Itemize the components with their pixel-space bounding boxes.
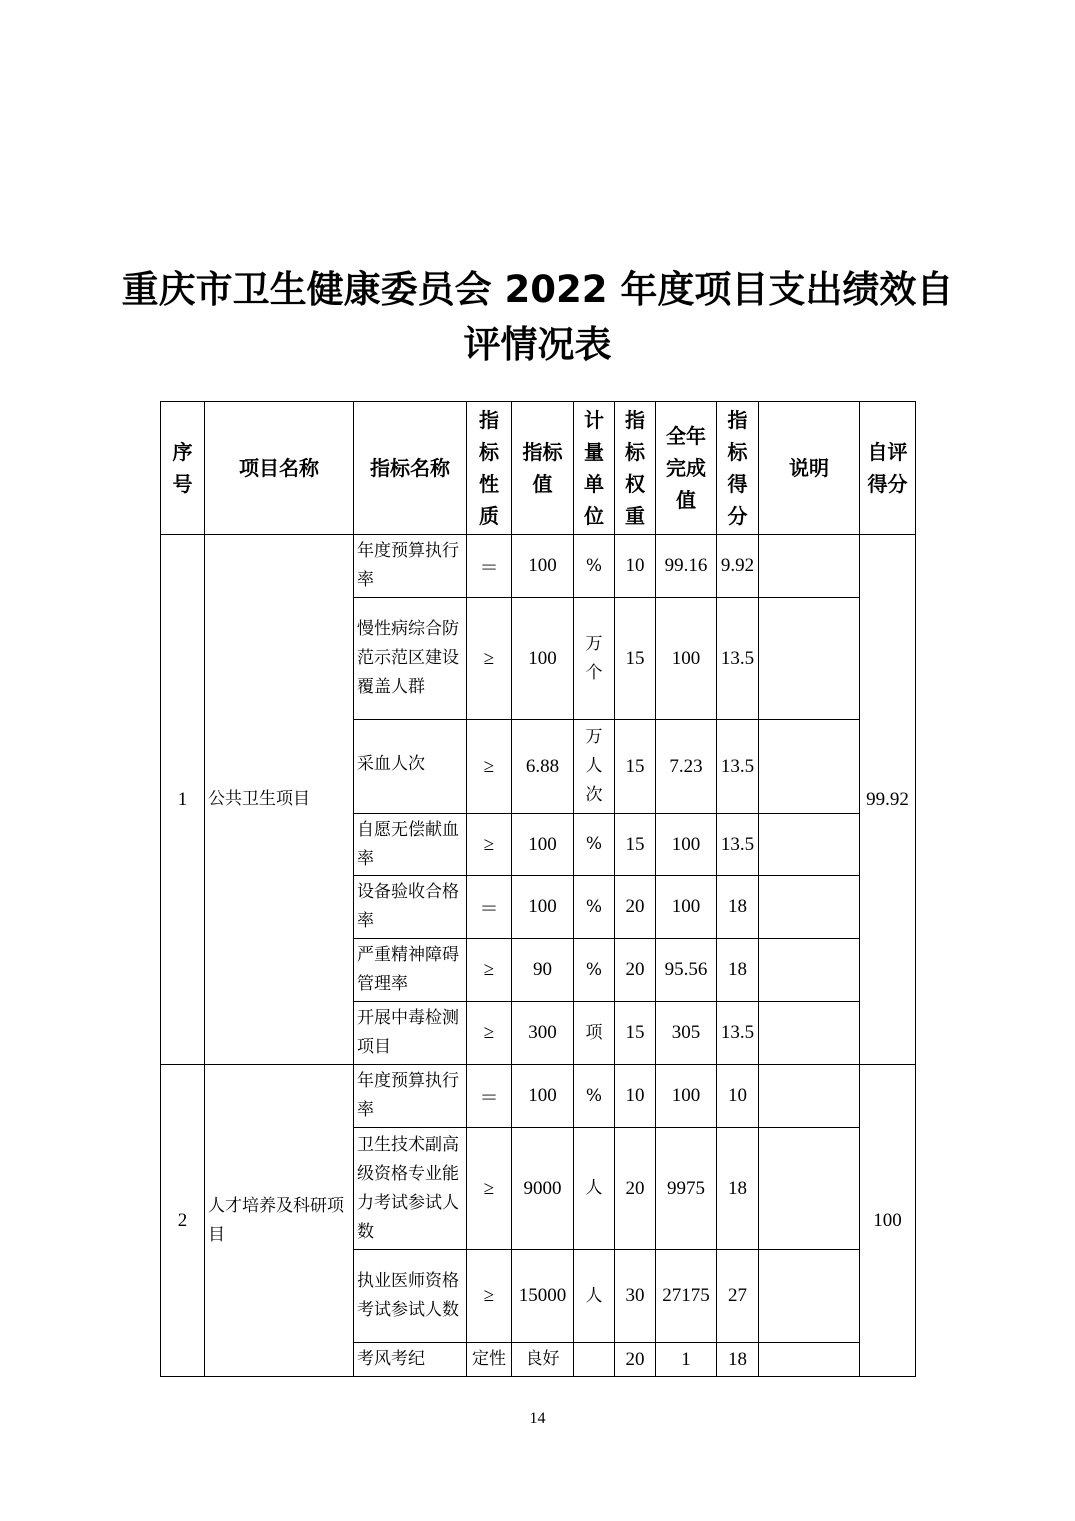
indicator-nature: ≥ [467, 814, 512, 876]
indicator-note [759, 1250, 860, 1343]
indicator-value: 良好 [512, 1343, 574, 1377]
indicator-nature: ≥ [467, 598, 512, 720]
indicator-score: 18 [717, 876, 759, 939]
indicator-nature: ＝ [467, 876, 512, 939]
indicator-score: 9.92 [717, 535, 759, 598]
indicator-note [759, 720, 860, 814]
indicator-nature: ≥ [467, 1002, 512, 1065]
indicator-unit: 人 [574, 1250, 615, 1343]
indicator-score: 18 [717, 939, 759, 1002]
page-title-line2: 评情况表 [463, 323, 612, 366]
indicator-weight: 20 [615, 1128, 656, 1250]
indicator-completed: 7.23 [656, 720, 717, 814]
indicator-name: 采血人次 [354, 720, 467, 814]
indicator-nature: ＝ [467, 1065, 512, 1128]
indicator-note [759, 814, 860, 876]
indicator-value: 6.88 [512, 720, 574, 814]
indicator-weight: 20 [615, 1343, 656, 1377]
table-row [161, 1065, 916, 1128]
indicator-value: 9000 [512, 1128, 574, 1250]
indicator-name: 开展中毒检测项目 [354, 1002, 467, 1065]
indicator-value: 100 [512, 1065, 574, 1128]
indicator-score: 13.5 [717, 598, 759, 720]
header-seq: 序号 [161, 402, 205, 535]
header-self-score: 自评得分 [860, 402, 916, 535]
indicator-unit: % [574, 814, 615, 876]
indicator-unit: 万个 [574, 598, 615, 720]
indicator-name: 年度预算执行率 [354, 1065, 467, 1128]
page-title: 重庆市卫生健康委员会 2022 年度项目支出绩效自 [121, 268, 954, 311]
indicator-value: 100 [512, 814, 574, 876]
indicator-nature: ＝ [467, 535, 512, 598]
indicator-score: 10 [717, 1065, 759, 1128]
indicator-completed: 1 [656, 1343, 717, 1377]
indicator-unit: % [574, 876, 615, 939]
indicator-note [759, 1002, 860, 1065]
project-seq: 2 [161, 1065, 205, 1377]
indicator-weight: 15 [615, 720, 656, 814]
indicator-unit [574, 1343, 615, 1377]
indicator-nature: ≥ [467, 939, 512, 1002]
indicator-note [759, 1343, 860, 1377]
indicator-nature: ≥ [467, 1250, 512, 1343]
indicator-weight: 15 [615, 814, 656, 876]
indicator-completed: 95.56 [656, 939, 717, 1002]
indicator-unit: % [574, 939, 615, 1002]
indicator-note [759, 535, 860, 598]
indicator-unit: 项 [574, 1002, 615, 1065]
indicator-score: 18 [717, 1128, 759, 1250]
indicator-weight: 15 [615, 598, 656, 720]
header-indicator: 指标名称 [354, 402, 467, 535]
header-value: 指标值 [512, 402, 574, 535]
indicator-name: 执业医师资格考试参试人数 [354, 1250, 467, 1343]
indicator-name: 严重精神障碍管理率 [354, 939, 467, 1002]
indicator-completed: 9975 [656, 1128, 717, 1250]
indicator-completed: 100 [656, 814, 717, 876]
indicator-weight: 30 [615, 1250, 656, 1343]
project-name: 公共卫生项目 [205, 535, 354, 1065]
indicator-weight: 10 [615, 1065, 656, 1128]
indicator-completed: 100 [656, 598, 717, 720]
indicator-score: 13.5 [717, 1002, 759, 1065]
indicator-name: 考风考纪 [354, 1343, 467, 1377]
indicator-completed: 305 [656, 1002, 717, 1065]
indicator-unit: % [574, 1065, 615, 1128]
project-name: 人才培养及科研项目 [205, 1065, 354, 1377]
indicator-completed: 27175 [656, 1250, 717, 1343]
project-seq: 1 [161, 535, 205, 1065]
indicator-completed: 100 [656, 1065, 717, 1128]
indicator-score: 13.5 [717, 720, 759, 814]
indicator-note [759, 1065, 860, 1128]
indicator-value: 100 [512, 598, 574, 720]
page-number: 14 [529, 1410, 546, 1427]
header-project: 项目名称 [205, 402, 354, 535]
header-note: 说明 [759, 402, 860, 535]
project-self-score: 99.92 [860, 535, 916, 1065]
header-nature: 指标性质 [467, 402, 512, 535]
indicator-nature: ≥ [467, 720, 512, 814]
indicator-score: 13.5 [717, 814, 759, 876]
indicator-name: 卫生技术副高级资格专业能力考试参试人数 [354, 1128, 467, 1250]
indicator-value: 100 [512, 876, 574, 939]
indicator-note [759, 939, 860, 1002]
indicator-name: 设备验收合格率 [354, 876, 467, 939]
indicator-completed: 100 [656, 876, 717, 939]
project-self-score: 100 [860, 1065, 916, 1377]
indicator-weight: 20 [615, 876, 656, 939]
indicator-note [759, 598, 860, 720]
indicator-note [759, 876, 860, 939]
indicator-name: 慢性病综合防范示范区建设覆盖人群 [354, 598, 467, 720]
indicator-name: 年度预算执行率 [354, 535, 467, 598]
header-weight: 指标权重 [615, 402, 656, 535]
header-unit: 计量单位 [574, 402, 615, 535]
indicator-completed: 99.16 [656, 535, 717, 598]
indicator-note [759, 1128, 860, 1250]
indicator-nature: ≥ [467, 1128, 512, 1250]
indicator-value: 90 [512, 939, 574, 1002]
indicator-nature: 定性 [467, 1343, 512, 1377]
indicator-value: 100 [512, 535, 574, 598]
indicator-name: 自愿无偿献血率 [354, 814, 467, 876]
indicator-value: 300 [512, 1002, 574, 1065]
indicator-unit: % [574, 535, 615, 598]
indicator-weight: 20 [615, 939, 656, 1002]
indicator-unit: 人 [574, 1128, 615, 1250]
header-row [161, 402, 916, 535]
header-completed: 全年完成值 [656, 402, 717, 535]
indicator-value: 15000 [512, 1250, 574, 1343]
performance-table [160, 401, 916, 1377]
table-row [161, 535, 916, 598]
indicator-weight: 10 [615, 535, 656, 598]
indicator-unit: 万人次 [574, 720, 615, 814]
indicator-score: 27 [717, 1250, 759, 1343]
indicator-score: 18 [717, 1343, 759, 1377]
header-score: 指标得分 [717, 402, 759, 535]
indicator-weight: 15 [615, 1002, 656, 1065]
